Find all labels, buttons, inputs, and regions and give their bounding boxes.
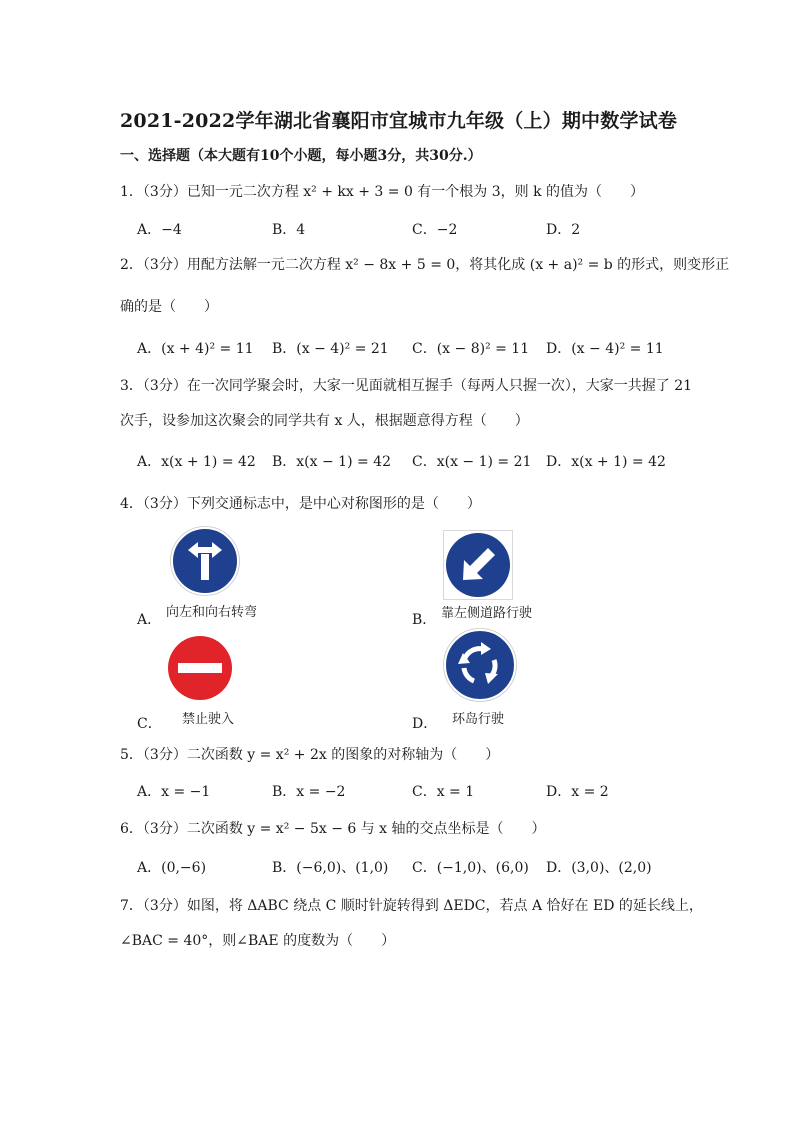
- q5-option-c[interactable]: C．x = 1: [412, 784, 475, 800]
- question-2-stem-line2: 确的是（ ）: [120, 299, 218, 315]
- q5-option-b[interactable]: B．x = −2: [272, 784, 346, 800]
- q4-option-a[interactable]: A．: [137, 612, 162, 628]
- q1-option-d[interactable]: D．2: [546, 222, 581, 238]
- sign-label-b: 靠左侧道路行驶: [441, 606, 533, 621]
- q2-option-d[interactable]: D．(x − 4)² = 11: [546, 341, 664, 357]
- q4-option-c[interactable]: C．: [137, 716, 162, 732]
- question-3-stem-line1: 3．（3分）在一次同学聚会时，大家一见面就相互握手（每两人只握一次），大家一共握了 21: [120, 378, 693, 394]
- question-6-stem: 6．（3分）二次函数 y = x² − 5x − 6 与 x 轴的交点坐标是（ ）: [120, 821, 546, 837]
- question-7-stem-line1: 7．（3分）如图，将 ΔABC 绕点 C 顺时针旋转得到 ΔEDC，若点 A 恰好在 ED 的延长线上，: [120, 898, 703, 914]
- section-heading: 一、选择题（本大题有10个小题，每小题3分，共30分.）: [120, 148, 482, 164]
- sign-label-a: 向左和向右转弯: [166, 605, 258, 620]
- sign-label-d: 环岛行驶: [452, 712, 505, 727]
- q6-option-b[interactable]: B．(−6,0)、(1,0): [272, 860, 389, 876]
- question-5-stem: 5．（3分）二次函数 y = x² + 2x 的图象的对称轴为（ ）: [120, 747, 500, 763]
- q1-option-a[interactable]: A．−4: [137, 222, 182, 238]
- question-2-stem-line1: 2．（3分）用配方法解一元二次方程 x² − 8x + 5 = 0，将其化成 (x + a)² = b 的形式，则变形正: [120, 257, 730, 273]
- sign-label-c: 禁止驶入: [182, 712, 235, 727]
- q2-option-c[interactable]: C．(x − 8)² = 11: [412, 341, 530, 357]
- q5-option-d[interactable]: D．x = 2: [546, 784, 609, 800]
- q3-option-a[interactable]: A．x(x + 1) = 42: [137, 454, 256, 470]
- q6-option-d[interactable]: D．(3,0)、(2,0): [546, 860, 652, 876]
- roundabout-icon[interactable]: [443, 628, 517, 702]
- q6-option-a[interactable]: A．(0,−6): [137, 860, 207, 876]
- no-entry-icon[interactable]: [166, 634, 234, 702]
- q3-option-b[interactable]: B．x(x − 1) = 42: [272, 454, 391, 470]
- q3-option-c[interactable]: C．x(x − 1) = 21: [412, 454, 532, 470]
- question-3-stem-line2: 次手，设参加这次聚会的同学共有 x 人，根据题意得方程（ ）: [120, 413, 529, 429]
- q2-option-b[interactable]: B．(x − 4)² = 21: [272, 341, 389, 357]
- q2-option-a[interactable]: A．(x + 4)² = 11: [137, 341, 254, 357]
- page-title: 2021-2022学年湖北省襄阳市宜城市九年级（上）期中数学试卷: [120, 110, 678, 132]
- q1-option-c[interactable]: C．−2: [412, 222, 458, 238]
- keep-left-icon[interactable]: [443, 530, 513, 600]
- question-7-stem-line2: ∠BAC = 40°，则∠BAE 的度数为（ ）: [120, 933, 396, 949]
- turn-left-right-icon[interactable]: [170, 526, 240, 596]
- q6-option-c[interactable]: C．(−1,0)、(6,0): [412, 860, 529, 876]
- question-4-stem: 4．（3分）下列交通标志中，是中心对称图形的是（ ）: [120, 496, 481, 512]
- q4-option-d[interactable]: D．: [412, 716, 438, 732]
- q1-option-b[interactable]: B．4: [272, 222, 306, 238]
- question-1-stem: 1．（3分）已知一元二次方程 x² + kx + 3 = 0 有一个根为 3，则 k 的值为（ ）: [120, 184, 645, 200]
- q3-option-d[interactable]: D．x(x + 1) = 42: [546, 454, 666, 470]
- q5-option-a[interactable]: A．x = −1: [137, 784, 211, 800]
- q4-option-b[interactable]: B．: [412, 612, 437, 628]
